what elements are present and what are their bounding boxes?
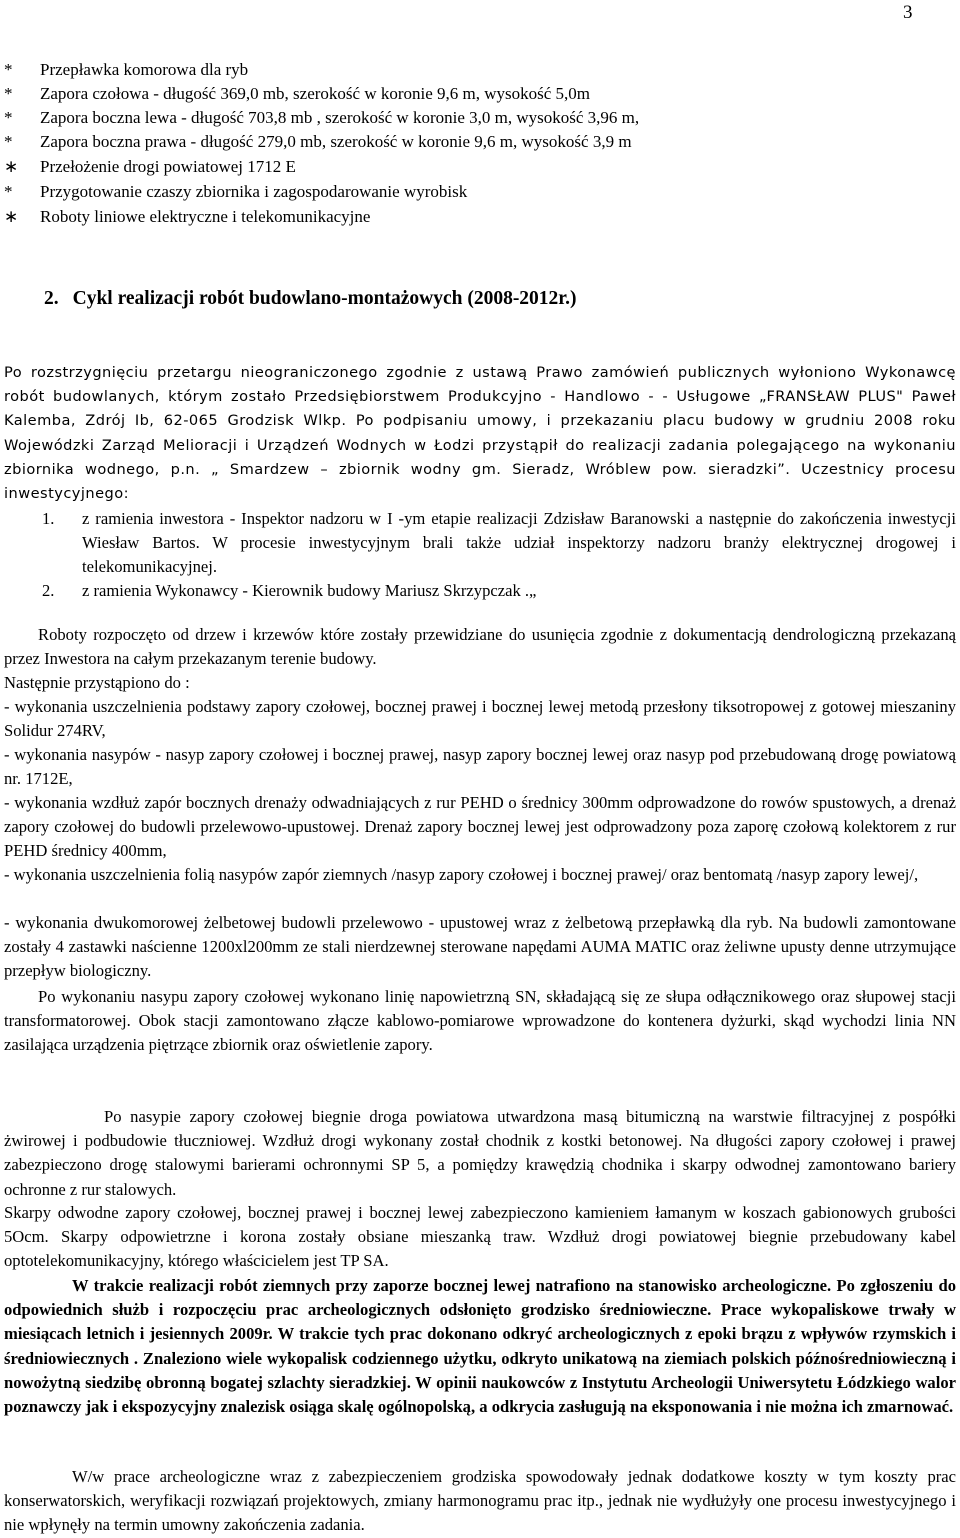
- bullet-marker: *: [4, 84, 13, 103]
- works-item: - wykonania uszczelnienia folią nasypów zapór ziemnych /nasyp zapory czołowej i bocznej prawej/ oraz bentomatą /nasyp zapory lewej/,: [4, 865, 919, 884]
- costs-paragraph: W/w prace archeologiczne wraz z zabezpieczeniem grodziska spowodowały jednak dodatkowe koszty w tym koszty prac konserwatorskich, weryfikacji rozwiązań projektowych, zmiany harmonogramu prac itp., jednak nie wydłużyły one procesu inwestycyjnego i nie wpłynęły na termin umowny zakończenia zadania.: [4, 1467, 956, 1535]
- slopes-paragraph: Skarpy odwodne zapory czołowej, bocznej prawej i bocznej lewej zabezpieczono kamieniem łamanym w koszach gabionowych grubości 5Ocm. Skarpy odpowietrzne i korona zostały obsiane mieszanką traw. Wzdłuż drogi powiatowej biegnie przebudowany kabel optotelekomunikacyjny, którego właścicielem jest TP SA.: [4, 1203, 956, 1271]
- bullet-text: Zapora boczna lewa - długość 703,8 mb , szerokość w koronie 3,0 m, wysokość 3,96 m,: [40, 108, 640, 127]
- bullet-text: Roboty liniowe elektryczne i telekomunikacyjne: [40, 207, 371, 226]
- section-heading: [44, 286, 577, 312]
- works-item: - wykonania wzdłuż zapór bocznych drenaży odwadniających z rur PEHD o średnicy 300mm odprowadzone do rowów spustowych, a drenaż zapory czołowej do budowli przelewowo-upustowej. Drenaż zapory bocznej lewej jest odprowadzony poza zaporę czołową kolektorem z rur PEHD średnicy 400mm,: [4, 793, 956, 861]
- archaeology-paragraph: W trakcie realizacji robót ziemnych przy zaporze bocznej lewej natrafiono na stanowisko archeologiczne. Po zgłoszeniu do odpowiednich służb i rozpoczęciu prac archeologicznych odsłonięto grodzisko średniowieczne. Prace wykopaliskowe trwały w miesiącach letnich i jesiennych 2009r. W trakcie tych prac dokonano odkryć archeologicznych z epoki brązu z wpływów rzymskich i średniowiecznych . Znaleziono wiele wykopalisk codziennego użytku, odkryto unikatową na ziemiach polskich późnośredniowieczną i nowożytną siedzibę obronną bogatej szlachty sieradzkiej. W opinii naukowców z Instytutu Archeologii Uniwersytetu Łódzkiego walor poznawczy jak i ekspozycyjny znalezisk osiąga skalę ogólnopolską, a odkrycia zasługują na eksponowania i nie można ich zmarnować.: [4, 1276, 956, 1417]
- works-item: - wykonania uszczelnienia podstawy zapory czołowej, bocznej prawej i bocznej lewej metodą przesłony tiksotropowej z gotowej mieszaniny Solidur 274RV,: [4, 697, 956, 741]
- works-intro: Roboty rozpoczęto od drzew i krzewów które zostały przewidziane do usunięcia zgodnie z dokumentacją dendrologiczną przekazaną przez Inwestora na całym przekazanym terenie budowy.: [4, 625, 956, 669]
- participant-number: 2.: [42, 581, 55, 600]
- next-label: Następnie przystąpiono do :: [4, 673, 190, 692]
- works-item: - wykonania dwukomorowej żelbetowej budowli przelewowo - upustowej wraz z żelbetową przepławką dla ryb. Na budowli zamontowane zostały 4 zastawki naścienne 1200xl200mm ze stali nierdzewnej sterowane napędami AUMA MATIC oraz żeliwne upusty denne utrzymujące przepływ biologiczny.: [4, 913, 956, 981]
- bullet-marker: *: [4, 132, 13, 151]
- section-number: 2.: [44, 288, 59, 309]
- bullet-item: [4, 155, 296, 179]
- intro-paragraph: Po rozstrzygnięciu przetargu nieograniczonego zgodnie z ustawą Prawo zamówień publicznych wyłoniono Wykonawcę robót budowlanych, którym zostało Przedsiębiorstwem Produkcyjno - Handlowo - - Usługowe „FRANSŁAW PLUS" Paweł Kalemba, Zdrój Ib, 62-065 Grodzisk Wlkp. Po podpisaniu umowy, i przekazaniu placu budowy w grudniu 2008 roku Wojewódzki Zarząd Melioracji i Urządzeń Wodnych w Łodzi przystąpił do realizacji zadania polegającego na wykonaniu zbiornika wodnego, p.n. „ Smardzew – zbiornik wodny gm. Sieradz, Wróblew pow. sieradzki”. Uczestnicy procesu inwestycyjnego:: [4, 364, 956, 503]
- bullet-item: [4, 58, 248, 82]
- bullet-item: [4, 130, 632, 154]
- bullet-text: Przepławka komorowa dla ryb: [40, 60, 249, 79]
- bullet-marker: ∗: [4, 157, 19, 176]
- works-item: - wykonania nasypów - nasyp zapory czołowej i bocznej prawej, nasyp zapory bocznej lewej oraz nasyp pod przebudowaną drogę powiatową nr. 1712E,: [4, 745, 956, 789]
- bullet-text: Zapora boczna prawa - długość 279,0 mb, szerokość w koronie 9,6 m, wysokość 3,9 m: [40, 132, 632, 151]
- participant-text: z ramienia Wykonawcy - Kierownik budowy Mariusz Skrzypczak .„: [82, 581, 537, 600]
- road-paragraph: Po nasypie zapory czołowej biegnie droga powiatowa utwardzona masą bitumiczną na warstwie filtracyjnej z pospółki żwirowej i podbudowie tłuczniowej. Wzdłuż drogi wykonany został chodnik z kostki betonowej. Na długości zapory czołowej i prawej zabezpieczono drogę stalowymi barierami ochronnymi SP 5, a pomiędzy krawędzią chodnika i skarpy odwodnej zamontowano bariery ochronne z rur stalowych.: [4, 1107, 956, 1199]
- power-paragraph: Po wykonaniu nasypu zapory czołowej wykonano linię napowietrzną SN, składającą się ze słupa odłącznikowego oraz słupowej stacji transformatorowej. Obok stacji zamontowano złącze kablowo-pomiarowe wprowadzone do kontenera dyżurki, skąd wychodzi linia NN zasilająca urządzenia piętrzące zbiornik oraz oświetlenie zapory.: [4, 987, 956, 1055]
- bullet-marker: ∗: [4, 207, 19, 226]
- bullet-marker: *: [4, 60, 13, 79]
- bullet-marker: *: [4, 182, 13, 201]
- bullet-item: [4, 106, 639, 130]
- bullet-item: [4, 82, 590, 106]
- bullet-item: [4, 180, 467, 204]
- bullet-item: [4, 205, 370, 229]
- participant-text: z ramienia inwestora - Inspektor nadzoru w I -ym etapie realizacji Zdzisław Baranowski a następnie do zakończenia inwestycji Wiesław Bartos. W procesie inwestycyjnym brali także udział inspektorzy nadzoru branży elektrycznej drogowej i telekomunikacyjnej.: [82, 509, 956, 576]
- bullet-marker: *: [4, 108, 13, 127]
- page-number: 3: [903, 2, 913, 23]
- bullet-text: Przełożenie drogi powiatowej 1712 E: [40, 157, 296, 176]
- bullet-text: Zapora czołowa - długość 369,0 mb, szerokość w koronie 9,6 m, wysokość 5,0m: [40, 84, 591, 103]
- participant-number: 1.: [42, 509, 55, 528]
- section-title: Cykl realizacji robót budowlano-montażowych (2008-2012r.): [72, 288, 577, 309]
- bullet-text: Przygotowanie czaszy zbiornika i zagospodarowanie wyrobisk: [40, 182, 468, 201]
